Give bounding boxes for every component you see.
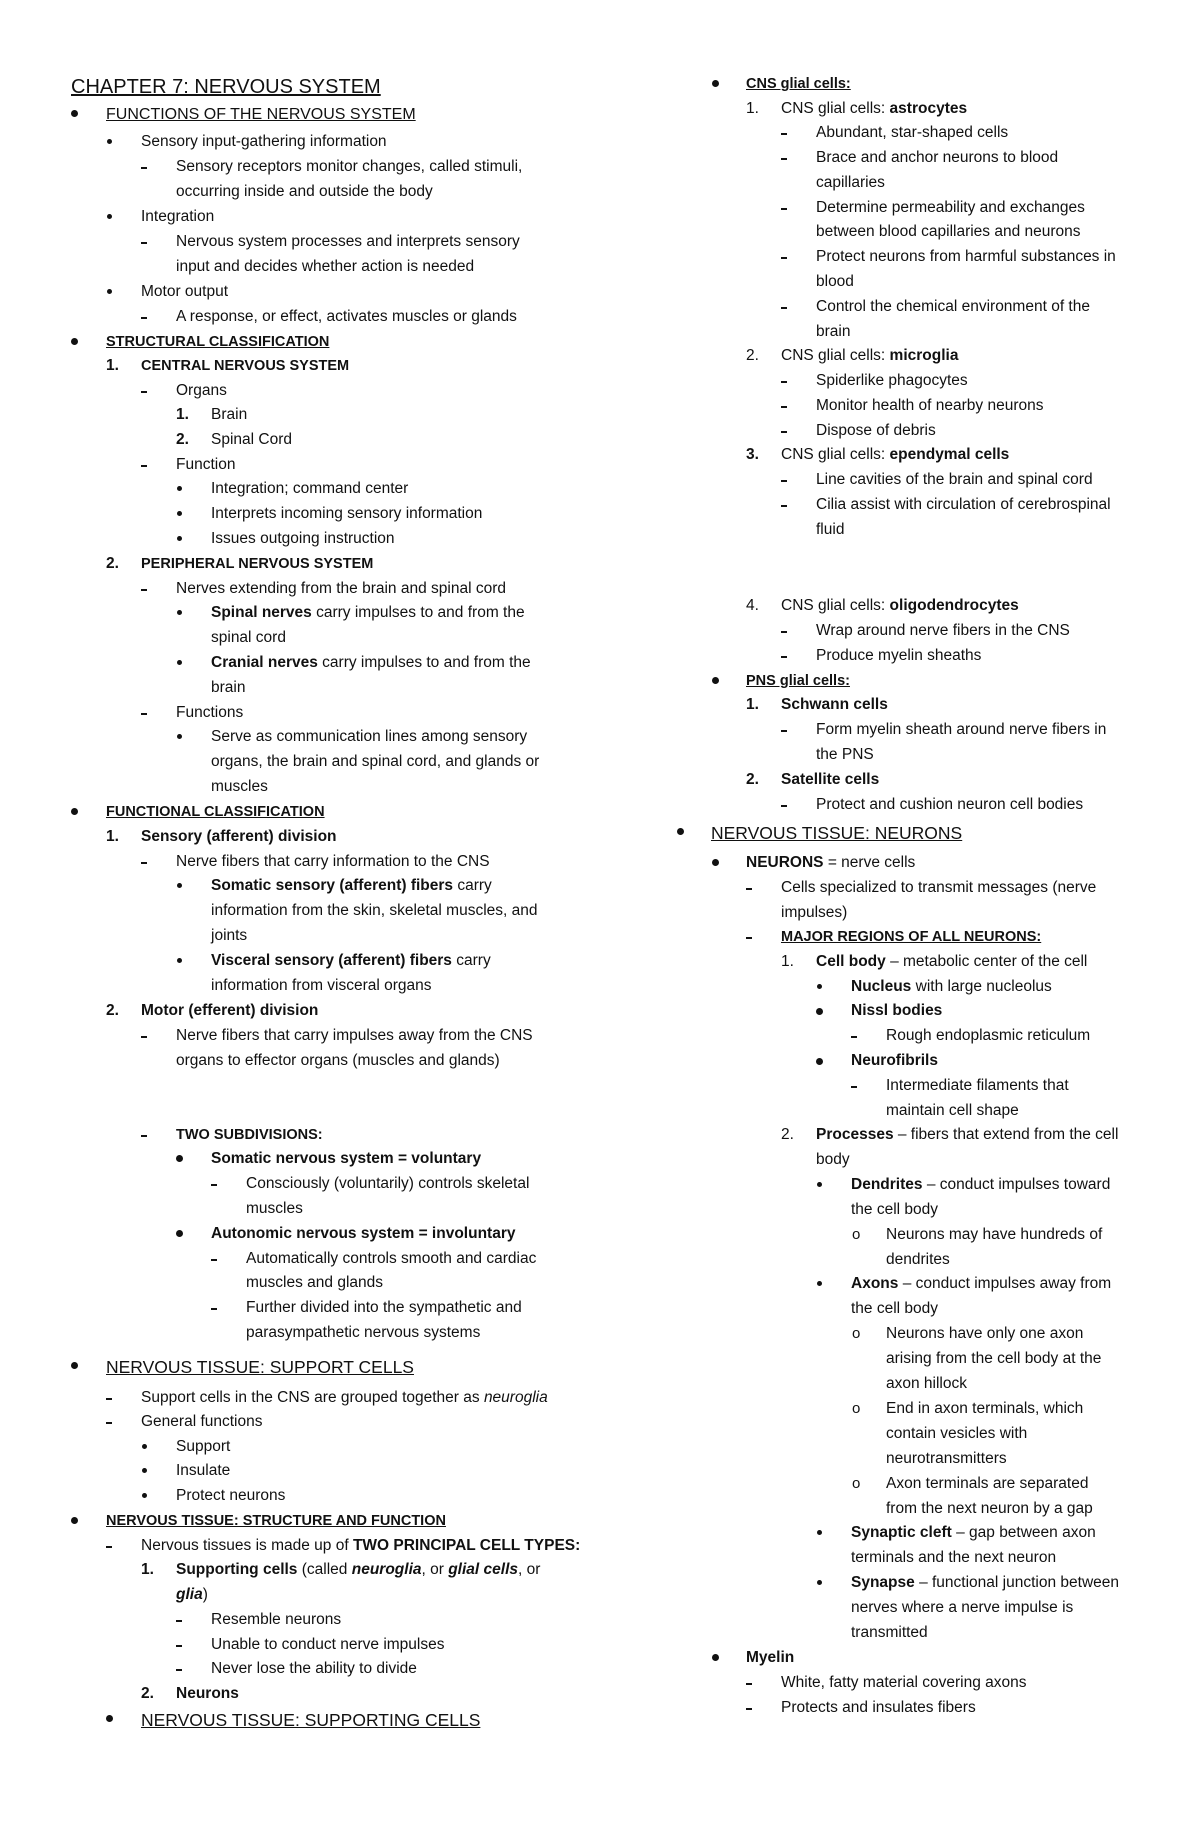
list-item: – metabolic center of the cell [890, 953, 1088, 970]
dash [781, 656, 787, 658]
text: , or [518, 1561, 541, 1578]
list-number: 1. [781, 953, 794, 970]
list-item: Insulate [176, 1462, 231, 1479]
list-number: 1. [746, 100, 759, 117]
bullet [142, 1468, 147, 1473]
list-item: A response, or effect, activates muscles or glands [176, 308, 517, 325]
list-item: Integration; command center [211, 480, 409, 497]
list-number: 2. [106, 555, 119, 572]
section-heading: PNS glial cells: [746, 673, 850, 689]
list-item: Protect and cushion neuron cell bodies [816, 796, 1084, 813]
structure-function-heading: NERVOUS TISSUE: STRUCTURE AND FUNCTION [106, 1513, 446, 1529]
bullet [107, 139, 112, 144]
list-item: Motor output [141, 283, 229, 300]
list-number: 1. [106, 357, 119, 374]
list-item: Protect neurons [176, 1487, 286, 1504]
list-number: 4. [746, 597, 759, 614]
list-item: arising from the cell body at the [886, 1350, 1102, 1367]
list-item: – functional junction between [919, 1574, 1119, 1591]
term: Supporting cells [176, 1561, 298, 1578]
list-item: maintain cell shape [886, 1102, 1019, 1119]
list-item: occurring inside and outside the body [176, 183, 433, 200]
list-item: CENTRAL NERVOUS SYSTEM [141, 358, 350, 374]
bullet [712, 859, 719, 866]
dash [176, 1645, 182, 1647]
list-item: the PNS [816, 746, 874, 763]
list-item: Unable to conduct nerve impulses [211, 1636, 445, 1653]
term: Synapse [851, 1574, 915, 1591]
list-item: Neurons have only one axon [886, 1325, 1084, 1342]
list-item: from the next neuron by a gap [886, 1500, 1093, 1517]
dash [746, 1708, 752, 1710]
bullet [107, 289, 112, 294]
list-item: Serve as communication lines among sensory [211, 728, 528, 745]
list-item: information from visceral organs [211, 977, 432, 994]
list-item: brain [211, 679, 246, 696]
term: TWO PRINCIPAL CELL TYPES: [352, 1537, 581, 1554]
bullet [71, 1517, 78, 1524]
list-item: carry [457, 877, 492, 894]
term: microglia [889, 347, 959, 364]
list-item: contain vesicles with [886, 1425, 1028, 1442]
list-item: between blood capillaries and neurons [816, 223, 1081, 240]
list-item: with large nucleolus [915, 978, 1052, 995]
list-item: Integration [141, 208, 215, 225]
list-item: CNS glial cells: [781, 347, 886, 364]
list-item: = nerve cells [827, 854, 916, 871]
list-item: muscles and glands [246, 1274, 383, 1291]
dash [106, 1546, 112, 1548]
list-number: 1. [106, 828, 119, 845]
bullet [816, 1058, 823, 1065]
support-cells-heading: NERVOUS TISSUE: SUPPORT CELLS [106, 1357, 414, 1377]
list-item: carry impulses to and from the [316, 604, 525, 621]
list-item: Rough endoplasmic reticulum [886, 1027, 1091, 1044]
bullet [142, 1444, 147, 1449]
list-item: Protect neurons from harmful substances in [816, 248, 1116, 265]
bullet [71, 338, 78, 345]
list-item: fluid [816, 521, 845, 538]
bullet [712, 677, 719, 684]
list-item: neurotransmitters [886, 1450, 1007, 1467]
list-item: Neurons may have hundreds of [886, 1226, 1103, 1243]
list-item: input and decides whether action is needed [176, 258, 475, 275]
bullet [817, 1530, 822, 1535]
term: neuroglia [483, 1389, 548, 1406]
dash [851, 1036, 857, 1038]
list-number: 2. [106, 1002, 119, 1019]
dash [141, 391, 147, 393]
bullet [817, 1281, 822, 1286]
bullet [816, 1008, 823, 1015]
term: Nucleus [851, 978, 912, 995]
list-item: Organs [176, 382, 227, 399]
bullet [106, 1715, 113, 1722]
list-item: Cells specialized to transmit messages (nerve [781, 879, 1097, 896]
list-item: parasympathetic nervous systems [246, 1324, 481, 1341]
bullet [177, 486, 182, 491]
list-number: 2. [746, 771, 759, 788]
dash [746, 937, 752, 939]
list-item: Support [176, 1438, 231, 1455]
bullet [712, 80, 719, 87]
bullet [107, 214, 112, 219]
term: glia [176, 1586, 203, 1603]
bullet [176, 1155, 183, 1162]
dash [176, 1620, 182, 1622]
list-item: Form myelin sheath around nerve fibers in [816, 721, 1107, 738]
supporting-cells-heading: NERVOUS TISSUE: SUPPORTING CELLS [141, 1710, 481, 1730]
list-item: carry impulses to and from the [322, 654, 531, 671]
term: astrocytes [889, 100, 968, 117]
dash [781, 307, 787, 309]
bullet [71, 1362, 78, 1369]
circle-bullet: o [852, 1475, 861, 1492]
list-item: Issues outgoing instruction [211, 530, 395, 547]
list-item: CNS glial cells: [781, 100, 886, 117]
list-item: organs, the brain and spinal cord, and glands or [211, 753, 540, 770]
list-item: – fibers that extend from the cell [897, 1126, 1119, 1143]
dash [746, 1683, 752, 1685]
dash [141, 589, 147, 591]
dash [781, 431, 787, 433]
list-item: Abundant, star-shaped cells [816, 124, 1009, 141]
list-item: body [816, 1151, 850, 1168]
bullet [71, 110, 78, 117]
list-item: Interprets incoming sensory information [211, 505, 483, 522]
term: Cranial nerves [211, 654, 318, 671]
list-item: Brace and anchor neurons to blood [816, 149, 1059, 166]
circle-bullet: o [852, 1400, 861, 1417]
list-item: CNS glial cells: [781, 446, 886, 463]
dash [781, 505, 787, 507]
dash [211, 1259, 217, 1261]
term: Axons [851, 1275, 899, 1292]
list-item: Neurons [176, 1685, 239, 1702]
list-item: White, fatty material covering axons [781, 1674, 1027, 1691]
list-item: Axon terminals are separated [886, 1475, 1089, 1492]
list-item: Sensory receptors monitor changes, called stimuli, [176, 158, 523, 175]
bullet [177, 610, 182, 615]
bullet [817, 984, 822, 989]
list-item: joints [211, 927, 248, 944]
list-item: terminals and the next neuron [851, 1549, 1057, 1566]
list-item: Functions [176, 704, 244, 721]
list-item: information from the skin, skeletal muscles, and [211, 902, 538, 919]
dash [106, 1398, 112, 1400]
text: ) [202, 1586, 208, 1603]
list-item: Nerve fibers that carry impulses away from the CNS [176, 1027, 533, 1044]
dash [781, 158, 787, 160]
list-item: Resemble neurons [211, 1611, 342, 1628]
list-item: Myelin [746, 1649, 795, 1666]
list-item: Line cavities of the brain and spinal cord [816, 471, 1093, 488]
list-item: transmitted [851, 1624, 928, 1641]
list-item: Intermediate filaments that [886, 1077, 1069, 1094]
bullet [817, 1580, 822, 1585]
bullet [177, 958, 182, 963]
term: Cell body [816, 953, 886, 970]
list-item: muscles [246, 1200, 303, 1217]
bullet [677, 828, 684, 835]
list-item: Never lose the ability to divide [211, 1660, 417, 1677]
list-item: Neurofibrils [851, 1052, 938, 1069]
list-item: – conduct impulses toward [926, 1176, 1111, 1193]
list-number: 3. [746, 446, 759, 463]
list-item: TWO SUBDIVISIONS: [176, 1127, 323, 1143]
list-item: brain [816, 323, 851, 340]
term: Dendrites [851, 1176, 923, 1193]
dash [141, 167, 147, 169]
bullet [177, 660, 182, 665]
list-item: – gap between axon [956, 1524, 1096, 1541]
list-item: the cell body [851, 1201, 939, 1218]
list-item: Spinal Cord [211, 431, 292, 448]
list-item: nerves where a nerve impulse is [851, 1599, 1074, 1616]
bullet [142, 1493, 147, 1498]
dash [141, 317, 147, 319]
list-item: Nervous tissues is made up of [141, 1537, 349, 1554]
list-item: Automatically controls smooth and cardiac [246, 1250, 537, 1267]
list-item: Motor (efferent) division [141, 1002, 319, 1019]
list-item: Support cells in the CNS are grouped together as [141, 1389, 480, 1406]
list-item: Wrap around nerve fibers in the CNS [816, 622, 1070, 639]
term: Synaptic cleft [851, 1524, 952, 1541]
list-item: impulses) [781, 904, 848, 921]
term: ependymal cells [889, 446, 1010, 463]
list-number: 1. [141, 1561, 154, 1578]
list-item: Satellite cells [781, 771, 880, 788]
term: Somatic sensory (afferent) fibers [211, 877, 454, 894]
list-item: Function [176, 456, 236, 473]
list-item: Monitor health of nearby neurons [816, 397, 1044, 414]
list-item: dendrites [886, 1251, 950, 1268]
dash [141, 242, 147, 244]
list-item: Cilia assist with circulation of cerebrospinal [816, 496, 1111, 513]
dash [781, 381, 787, 383]
term: oligodendrocytes [889, 597, 1019, 614]
term: NEURONS [746, 854, 824, 871]
dash [781, 480, 787, 482]
circle-bullet: o [852, 1226, 861, 1243]
list-item: Protects and insulates fibers [781, 1699, 976, 1716]
structural-heading: STRUCTURAL CLASSIFICATION [106, 334, 330, 350]
list-number: 1. [746, 696, 759, 713]
list-item: blood [816, 273, 854, 290]
list-item: Nervous system processes and interprets sensory [176, 233, 520, 250]
term: Processes [816, 1126, 894, 1143]
list-item: capillaries [816, 174, 885, 191]
dash [781, 133, 787, 135]
list-item: Dispose of debris [816, 422, 936, 439]
bullet [177, 511, 182, 516]
bullet [712, 1654, 719, 1661]
text: , or [421, 1561, 444, 1578]
section-heading: MAJOR REGIONS OF ALL NEURONS: [781, 929, 1042, 945]
chapter-title: CHAPTER 7: NERVOUS SYSTEM [71, 76, 381, 98]
list-item: Further divided into the sympathetic and [246, 1299, 522, 1316]
dash [141, 1036, 147, 1038]
functional-heading: FUNCTIONAL CLASSIFICATION [106, 804, 325, 820]
dash [211, 1184, 217, 1186]
bullet [177, 734, 182, 739]
list-item: Nerve fibers that carry information to the CNS [176, 853, 490, 870]
list-item: Nerves extending from the brain and spinal cord [176, 580, 506, 597]
list-item: CNS glial cells: [781, 597, 886, 614]
list-item: Spiderlike phagocytes [816, 372, 968, 389]
dash [746, 888, 752, 890]
list-item: Sensory input-gathering information [141, 133, 387, 150]
list-item: axon hillock [886, 1375, 967, 1392]
list-item: carry [456, 952, 491, 969]
dash [781, 257, 787, 259]
list-item: the cell body [851, 1300, 939, 1317]
dash [106, 1422, 112, 1424]
list-item: muscles [211, 778, 268, 795]
dash [781, 631, 787, 633]
dash [781, 208, 787, 210]
list-number: 2. [176, 431, 189, 448]
dash [211, 1308, 217, 1310]
list-item: – conduct impulses away from [902, 1275, 1112, 1292]
list-item: Nissl bodies [851, 1002, 943, 1019]
dash [781, 730, 787, 732]
bullet [817, 1182, 822, 1187]
list-item: Autonomic nervous system = involuntary [211, 1225, 516, 1242]
list-item: End in axon terminals, which [886, 1400, 1084, 1417]
term: Spinal nerves [211, 604, 312, 621]
dash [781, 406, 787, 408]
dash [781, 805, 787, 807]
term: glial cells [448, 1561, 519, 1578]
dash [851, 1086, 857, 1088]
list-item: Brain [211, 406, 248, 423]
list-number: 2. [746, 347, 759, 364]
list-item: Somatic nervous system = voluntary [211, 1150, 482, 1167]
list-number: 1. [176, 406, 189, 423]
term: Visceral sensory (afferent) fibers [211, 952, 452, 969]
dash [176, 1669, 182, 1671]
list-item: Determine permeability and exchanges [816, 199, 1085, 216]
dash [141, 713, 147, 715]
list-item: spinal cord [211, 629, 286, 646]
list-number: 2. [141, 1685, 154, 1702]
term: neuroglia [351, 1561, 422, 1578]
bullet [176, 1230, 183, 1237]
list-item: Control the chemical environment of the [816, 298, 1090, 315]
section-heading: CNS glial cells: [746, 76, 851, 92]
bullet [177, 536, 182, 541]
dash [141, 465, 147, 467]
circle-bullet: o [852, 1325, 861, 1342]
list-item: organs to effector organs (muscles and glands) [176, 1052, 500, 1069]
list-item: Produce myelin sheaths [816, 647, 982, 664]
list-number: 2. [781, 1126, 794, 1143]
list-item: General functions [141, 1413, 263, 1430]
bullet [71, 808, 78, 815]
list-item: Consciously (voluntarily) controls skeletal [246, 1175, 530, 1192]
list-item: Schwann cells [781, 696, 888, 713]
text: (called [301, 1561, 348, 1578]
list-item: PERIPHERAL NERVOUS SYSTEM [141, 556, 374, 572]
dash [141, 862, 147, 864]
neurons-heading: NERVOUS TISSUE: NEURONS [711, 823, 963, 843]
bullet [177, 883, 182, 888]
functions-heading: FUNCTIONS OF THE NERVOUS SYSTEM [106, 106, 416, 123]
dash [141, 1135, 147, 1137]
list-item: Sensory (afferent) division [141, 828, 337, 845]
